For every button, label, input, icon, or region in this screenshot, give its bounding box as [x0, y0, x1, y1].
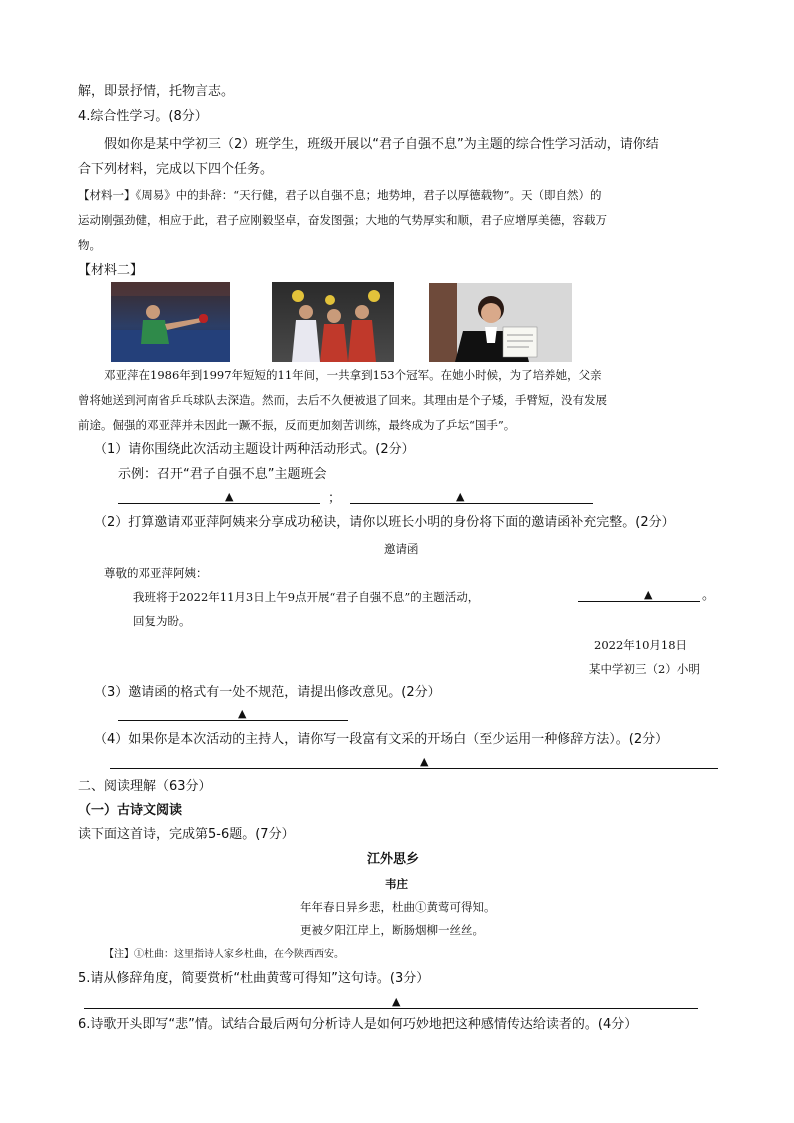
task-1: （1）请你围绕此次活动主题设计两种活动形式。(2分）: [94, 442, 415, 457]
answer-line-5[interactable]: [84, 1008, 698, 1009]
material-2-heading: 【材料二】: [78, 263, 144, 278]
intro-line-1: 假如你是某中学初三（2）班学生，班级开展以“君子自强不息”为主题的综合性学习活动，请你结: [104, 137, 659, 152]
reading-instruction: 读下面这首诗，完成第5-6题。(7分）: [78, 827, 295, 842]
poem-line-1: 年年春日异乡悲，杜曲①黄莺可得知。: [300, 900, 496, 914]
section-2-heading: 二、阅读理解（63分）: [78, 779, 212, 794]
invitation-greeting: 尊敬的邓亚萍阿姨：: [104, 566, 208, 580]
question-5: 5.请从修辞角度，简要赏析“杜曲黄莺可得知”这句诗。(3分）: [78, 971, 430, 986]
task-3: （3）邀请函的格式有一处不规范，请提出修改意见。(2分）: [94, 685, 441, 700]
answer-triangle-icon: ▲: [225, 490, 234, 503]
invitation-date: 2022年10月18日: [594, 638, 688, 652]
material-1-line-1: 【材料一】《周易》中的卦辞：“天行健，君子以自强不息；地势坤，君子以厚德载物”。天（即自然）的: [78, 188, 602, 202]
answer-line-1a[interactable]: [118, 503, 320, 504]
answer-triangle-icon: ▲: [392, 995, 401, 1008]
poem-line-2: 更被夕阳江岸上，断肠烟柳一丝丝。: [300, 923, 484, 937]
poem-note: 【注】①杜曲：这里指诗人家乡杜曲，在今陕西西安。: [104, 949, 344, 960]
poem-author: 韦庄: [385, 877, 408, 891]
question-6: 6.诗歌开头即写“悲”情。试结合最后两句分析诗人是如何巧妙地把这种感情传达给读者的。(4分）: [78, 1017, 638, 1032]
podium-medal-photo: [272, 282, 394, 362]
task-1-example: 示例：召开“君子自强不息”主题班会: [118, 467, 327, 482]
table-tennis-player-photo: [111, 282, 230, 362]
answer-line-3[interactable]: [118, 720, 348, 721]
material-2-line-1: 邓亚萍在1986年到1997年短短的11年间，一共拿到153个冠军。在她小时候，为了培养她，父亲: [104, 368, 602, 382]
continued-text: 解，即景抒情，托物言志。: [78, 84, 235, 99]
material-2-line-3: 前途。倔强的邓亚萍并未因此一蹶不振，反而更加刻苦训练，最终成为了乒坛“国手”。: [78, 418, 516, 432]
material-2-line-2: 曾将她送到河南省乒乓球队去深造。然而，去后不久便被退了回来。其理由是个子矮，手臂短，没有发展: [78, 393, 607, 407]
invitation-period: 。: [702, 588, 716, 603]
answer-triangle-icon: ▲: [238, 707, 247, 720]
subsection-heading: （一）古诗文阅读: [78, 803, 183, 818]
material-1-line-2: 运动刚强劲健，相应于此，君子应刚毅坚卓，奋发图强；大地的气势厚实和顺，君子应增厚美德，容载万: [78, 213, 607, 227]
question-4-heading: 4.综合性学习。(8分）: [78, 109, 208, 124]
task-4: （4）如果你是本次活动的主持人，请你写一段富有文采的开场白（至少运用一种修辞方法）。(2分）: [94, 732, 669, 747]
answer-line-1b[interactable]: [350, 503, 593, 504]
task-2: （2）打算邀请邓亚萍阿姨来分享成功秘诀，请你以班长小明的身份将下面的邀请函补充完整。(2分）: [94, 515, 675, 530]
answer-line-4[interactable]: [110, 768, 718, 769]
answer-line-2[interactable]: [578, 601, 700, 602]
invitation-reply: 回复为盼。: [133, 614, 191, 628]
material-1-line-3: 物。: [78, 238, 101, 252]
answer-triangle-icon: ▲: [644, 588, 653, 601]
semicolon: ；: [328, 491, 342, 506]
graduation-photo: [429, 283, 572, 362]
invitation-signature: 某中学初三（2）小明: [589, 662, 700, 676]
answer-triangle-icon: ▲: [456, 490, 465, 503]
poem-title: 江外思乡: [367, 852, 420, 867]
intro-line-2: 合下列材料，完成以下四个任务。: [78, 162, 274, 177]
answer-triangle-icon: ▲: [420, 755, 429, 768]
invitation-title: 邀请函: [384, 542, 419, 556]
invitation-body: 我班将于2022年11月3日上午9点开展“君子自强不息”的主题活动，: [133, 590, 480, 604]
